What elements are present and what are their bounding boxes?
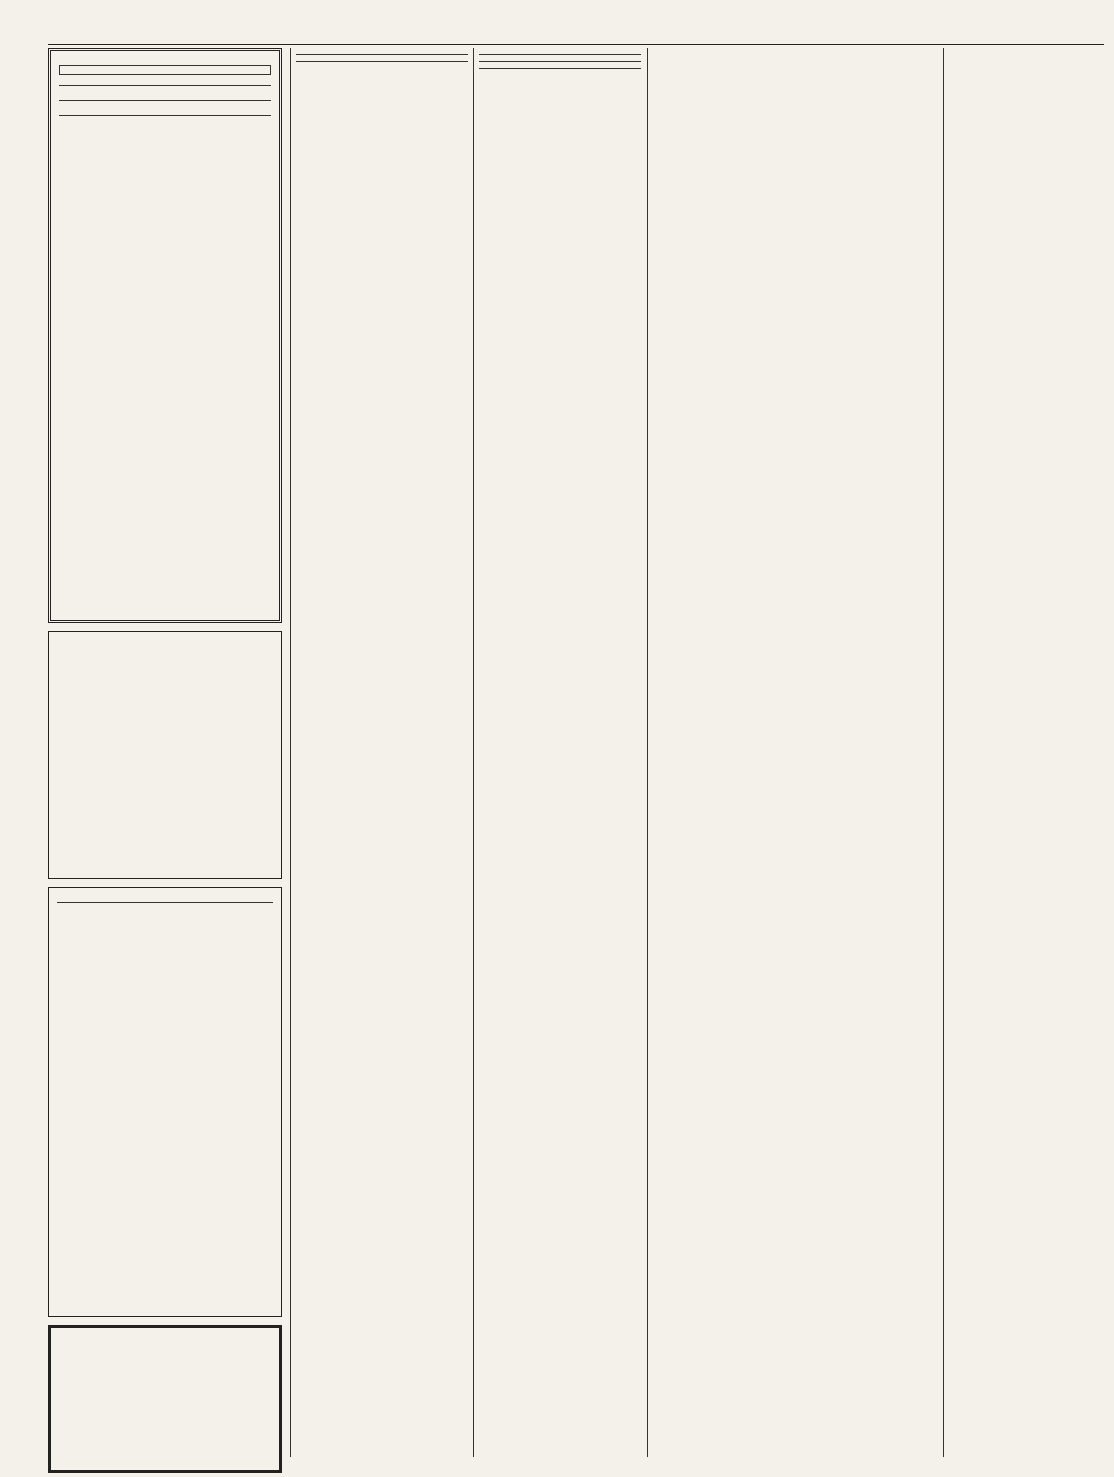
garage-ad bbox=[48, 887, 282, 1317]
farmer-ad bbox=[48, 631, 282, 879]
column-divider bbox=[473, 48, 474, 1457]
beecham-ad bbox=[48, 1325, 282, 1473]
column-divider bbox=[290, 48, 291, 1457]
printing-title bbox=[59, 65, 271, 75]
column-divider bbox=[943, 48, 944, 1457]
column-2 bbox=[296, 48, 468, 1468]
column-divider bbox=[647, 48, 648, 1457]
column-1 bbox=[48, 48, 282, 1473]
column-3 bbox=[479, 48, 641, 1468]
masthead-rule bbox=[48, 44, 1104, 45]
herald-printing-ad bbox=[48, 48, 282, 623]
ads-wide-column bbox=[653, 48, 937, 1468]
